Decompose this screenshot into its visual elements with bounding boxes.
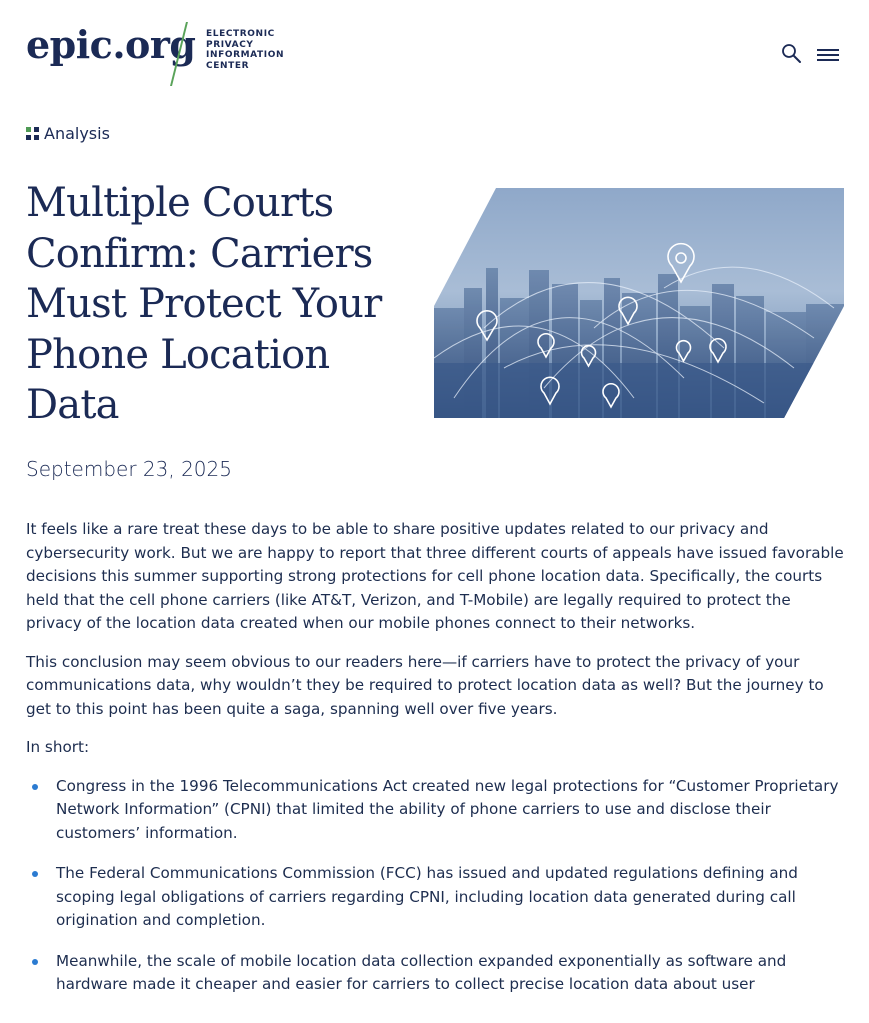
list-item: Congress in the 1996 Telecommunications Act created new legal protections for “Customer Proprietary Network Information” (CPNI) that limited the ability of phone carriers to use and disclose their customers’ information. [26,775,851,846]
hero-image [434,188,844,418]
article-body [26,518,851,1014]
bullet-list [26,775,851,997]
grid-icon [26,127,39,140]
publish-date: September 23, 2025 [26,457,232,481]
org-name-line: INFORMATION [206,50,285,60]
org-name-line: ELECTRONIC [206,29,275,39]
site-header [0,0,869,100]
hamburger-line [817,59,839,61]
menu-button[interactable] [817,46,843,66]
category-label: Analysis [44,124,110,143]
paragraph: This conclusion may seem obvious to our readers here—if carriers have to protect the privacy of your communications data, why wouldn’t they be required to protect location data as well? But the journey to get to this point has been quite a saga, spanning well over five years. [26,652,824,718]
paragraph: It feels like a rare treat these days to be able to share positive updates related to our privacy and cybersecurity work. But we are happy to report that three different courts of appeals have issued favorable decisions this summer supporting strong protections for cell phone location data. Specifically, the courts held that the cell phone carriers (like AT&T, Verizon, and T-Mobile) are legally required to protect the privacy of the location data created when our mobile phones connect to their networks. [26,520,844,632]
hamburger-menu-icon [817,49,839,51]
list-item: Meanwhile, the scale of mobile location data collection expanded exponentially as software and hardware made it cheaper and easier for carriers to collect precise location data about user [26,950,851,997]
org-name [206,29,284,71]
list-item: The Federal Communications Commission (FCC) has issued and updated regulations defining and scoping legal obligations of carriers regarding CPNI, including location data generated during call origination and completion. [26,862,851,933]
org-name-line: PRIVACY [206,39,254,50]
org-name-line: CENTER [206,60,250,71]
site-logo[interactable]: epic.org [26,22,196,67]
search-button[interactable] [780,42,806,68]
paragraph: In short: [26,738,90,756]
category-tag[interactable] [26,124,110,143]
article-title: Multiple Courts Confirm: Carriers Must Protect Your Phone Location Data [26,180,382,428]
hamburger-line [817,54,839,56]
search-icon [780,42,804,66]
